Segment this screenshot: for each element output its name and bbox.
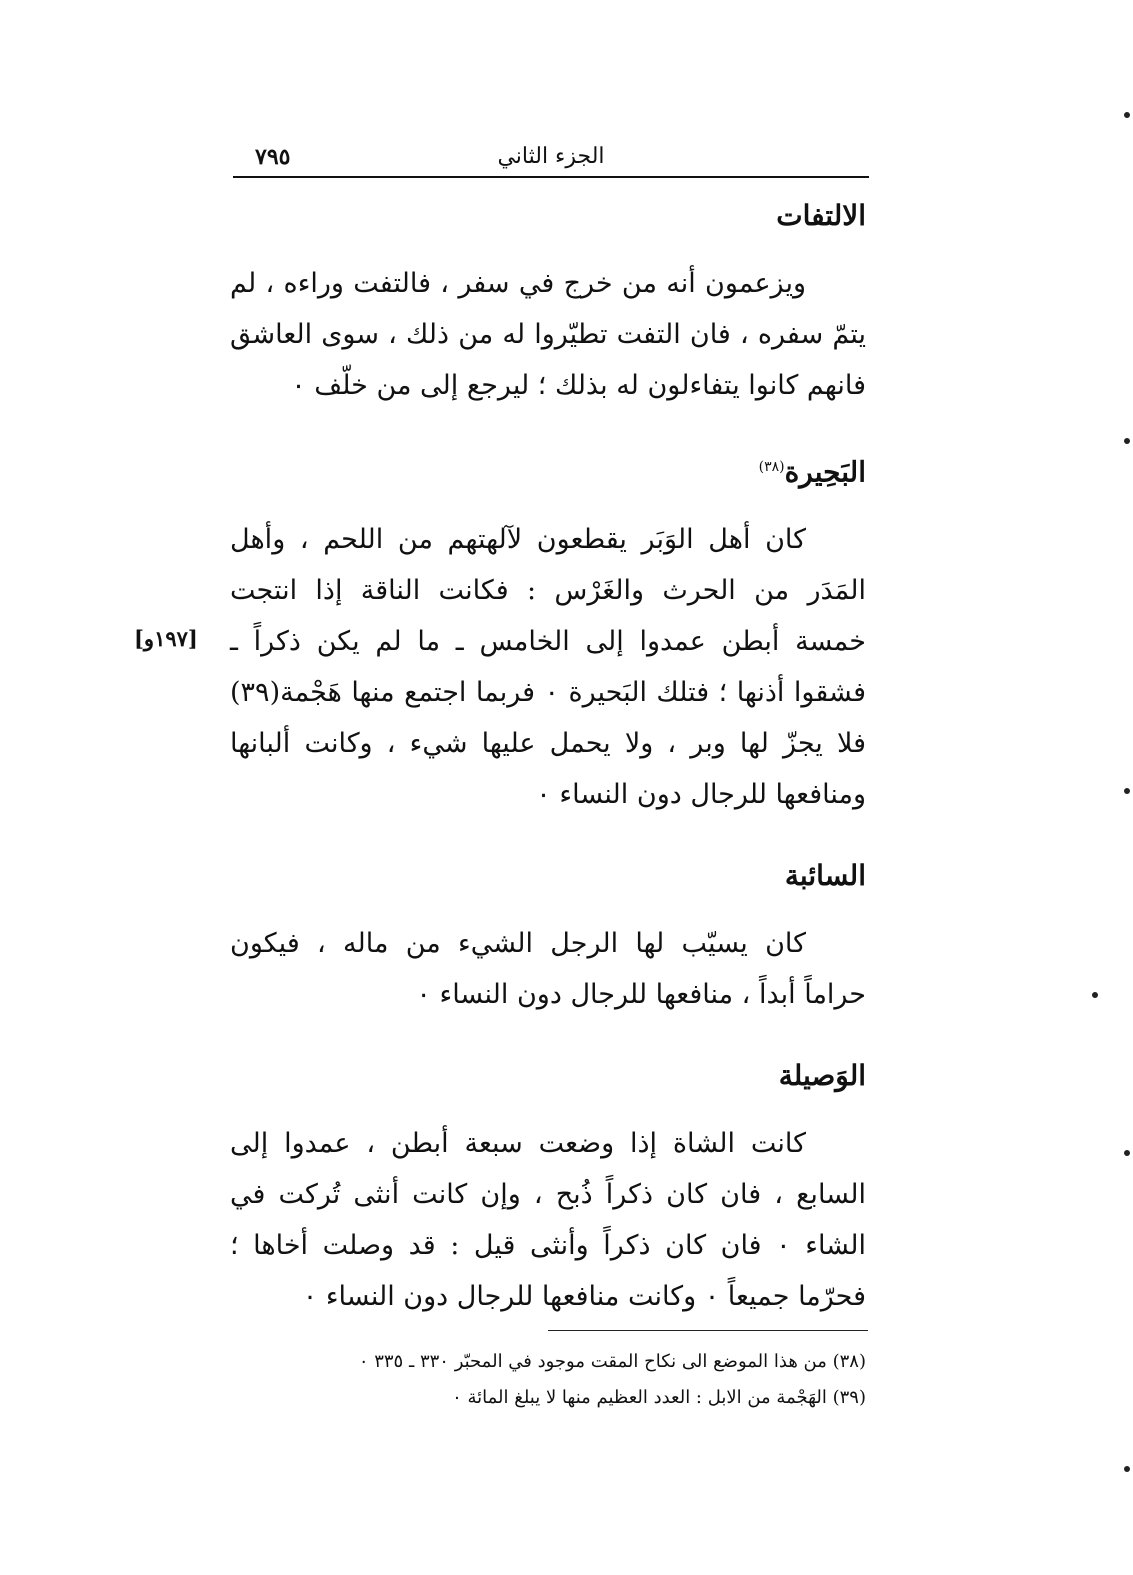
section-title-iltifat: الالتفات [776, 199, 866, 232]
manuscript-folio-note: [١٩٧و] [134, 626, 198, 651]
section-paragraph-iltifat: ويزعمون أنه من خرج في سفر ، فالتفت وراءه ، لم يتمّ سفره ، فان التفت تطيّروا له من ذلك ، سوى العاشق فانهم كانوا يتفاءلون له بذلك ؛ ليرجع إلى من خلّف ٠ [230, 268, 866, 401]
section-paragraph-wasila: كانت الشاة إذا وضعت سبعة أبطن ، عمدوا إلى السابع ، فان كان ذكراً ذُبح ، وإن كانت أنثى تُركت في الشاء ٠ فان كان ذكراً وأنثى قيل : قد وصلت أخاها ؛ فحرّما جميعاً ٠ وكانت منافعها للرجال دون النساء ٠ [230, 1128, 866, 1313]
scan-edge-mark [1124, 788, 1130, 794]
section-title-bahira-text: البَحِيرة [784, 455, 866, 489]
scan-edge-mark [1124, 112, 1130, 118]
footnote-divider [548, 1330, 868, 1331]
section-title-wasila: الوَصيلة [778, 1059, 866, 1093]
running-title: الجزء الثاني [497, 144, 605, 169]
page-header [233, 140, 869, 178]
scan-edge-mark [1124, 1466, 1130, 1472]
section-title-saiba: السائبة [784, 859, 866, 893]
scan-edge-mark [1124, 1150, 1130, 1156]
footnote-39: (٣٩) الهَجْمة من الابل : العدد العظيم منها لا يبلغ المائة ٠ [452, 1387, 866, 1408]
footnote-38: (٣٨) من هذا الموضع الى نكاح المقت موجود في المحبّر ٣٣٠ ـ ٣٣٥ ٠ [358, 1351, 866, 1372]
scan-edge-mark [1124, 438, 1130, 444]
section-paragraph-bahira: كان أهل الوَبَر يقطعون لآلهتهم من اللحم ، وأهل المَدَر من الحرث والغَرْس : فكانت الناقة إذا انتجت خمسة أبطن عمدوا إلى الخامس ـ ما لم يكن ذكراً ـ فشقوا أذنها ؛ فتلك البَحيرة ٠ فربما اجتمع منها هَجْمة(٣٩) فلا يجزّ لها وبر ، ولا يحمل عليها شيء ، وكانت ألبانها ومنافعها للرجال دون النساء ٠ [230, 524, 866, 811]
page-number: ٧٩٥ [255, 144, 291, 170]
section-paragraph-saiba: كان يسيّب لها الرجل الشيء من ماله ، فيكون حراماً أبداً ، منافعها للرجال دون النساء ٠ [230, 928, 866, 1011]
scan-edge-mark [1092, 992, 1098, 998]
footnotes [230, 1344, 866, 1416]
section-title-bahira [230, 447, 866, 492]
footnote-ref-38: (٣٨) [758, 459, 785, 475]
main-text [230, 196, 866, 1322]
